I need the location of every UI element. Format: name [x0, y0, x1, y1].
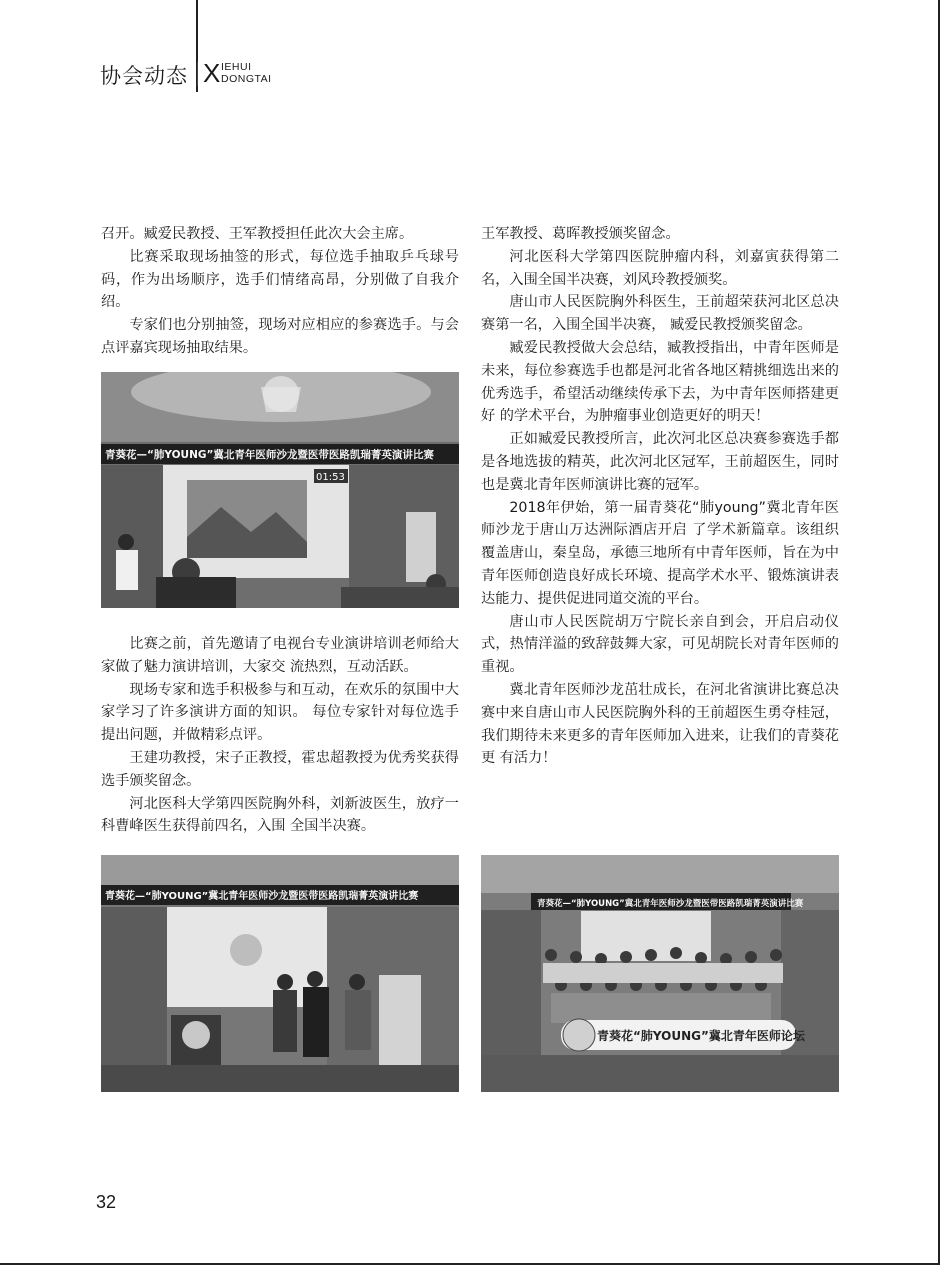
- paragraph: 唐山市人民医院胸外科医生，王前超荣获河北区总决赛第一名，入围全国半决赛， 臧爱民教授颁奖留念。: [481, 294, 839, 334]
- section-title: 协会动态: [100, 64, 188, 88]
- banner-text: 青葵花—“肺YOUNG”冀北青年医师沙龙暨医带医路凯瑞菁英演讲比赛: [537, 899, 804, 909]
- paragraph: 唐山市人民医院胡万宁院长亲自到会，开启启动仪式，热情洋溢的致辞鼓舞大家，可见胡院长对青年医师的重视。: [481, 613, 839, 676]
- photo-group: [481, 855, 839, 1092]
- paragraph: 召开。臧爱民教授、王军教授担任此次大会主席。: [101, 226, 414, 242]
- banner-text: 青葵花—“肺YOUNG”冀北青年医师沙龙暨医带医路凯瑞菁英演讲比赛: [105, 891, 419, 902]
- section-pinyin-line2: DONGTAI: [221, 73, 272, 85]
- section-pinyin-line1: IEHUI: [221, 61, 252, 73]
- paragraph: 比赛采取现场抽签的形式，每位选手抽取乒乓球号码，作为出场顺序，选手们情绪高昂，分别做了自我介绍。: [101, 248, 459, 311]
- paragraph: 现场专家和选手积极参与和互动，在欢乐的氛围中大家学习了许多演讲方面的知识。 每位专家针对每位选手提出问题，并做精彩点评。: [101, 681, 459, 744]
- paragraph: 冀北青年医师沙龙茁壮成长，在河北省演讲比赛总决赛中来自唐山市人民医院胸外科的王前超医生勇夺桂冠，我们期待未来更多的青年医师加入进来，让我们的青葵花更 有活力！: [481, 681, 839, 767]
- paragraph: 河北医科大学第四医院肿瘤内科，刘嘉寅获得第二名，入围全国半决赛，刘风玲教授颁奖。: [481, 248, 839, 288]
- left-column-bottom-text: [101, 633, 459, 838]
- paragraph: 河北医科大学第四医院胸外科，刘新波医生，放疗一科曹峰医生获得前四名，入围 全国半决赛。: [101, 795, 459, 835]
- banner-text: 青葵花—“肺YOUNG”冀北青年医师沙龙暨医带医路凯瑞菁英演讲比赛: [105, 449, 434, 461]
- forum-sign-text: 青葵花“肺YOUNG”冀北青年医师论坛: [597, 1029, 805, 1043]
- paragraph: 王建功教授，宋子正教授，霍忠超教授为优秀奖获得选手颁奖留念。: [101, 749, 459, 789]
- right-column-text: [481, 223, 839, 770]
- photo-award-ceremony: [101, 855, 459, 1092]
- section-separator: [197, 62, 198, 86]
- paragraph: 专家们也分别抽签，现场对应相应的参赛选手。与会点评嘉宾现场抽取结果。: [101, 317, 459, 356]
- paragraph: 2018年伊始，第一届青葵花“肺young”冀北青年医师沙龙于唐山万达洲际酒店开启 了学术新篇章。该组织覆盖唐山，秦皇岛，承德三地所有中青年医师，旨在为中青年医师创造良好成长环境、提高学术水平、锻炼演讲表达能力、提供促进同道交流的平台。: [481, 499, 839, 607]
- paragraph: 正如臧爱民教授所言，此次河北区总决赛参赛选手都是各地选拔的精英，此次河北区冠军，王前超医生，同时也是冀北青年医师演讲比赛的冠军。: [481, 431, 839, 493]
- paragraph: 比赛之前，首先邀请了电视台专业演讲培训老师给大家做了魅力演讲培训，大家交 流热烈，互动活跃。: [101, 636, 459, 675]
- page-number: 32: [96, 1192, 117, 1212]
- section-initial: X: [203, 58, 221, 88]
- photo-speaker-presentation: [101, 372, 459, 608]
- slide-timer: 01:53: [316, 472, 345, 483]
- paragraph: 臧爱民教授做大会总结，臧教授指出，中青年医师是未来，每位参赛选手也都是河北省各地区精挑细选出来的优秀选手，希望活动继续传承下去，为中青年医师搭建更好 的学术平台，为肿瘤事业创造更好的明天！: [481, 339, 839, 425]
- left-column-top-text: [101, 223, 459, 360]
- paragraph: 王军教授、葛晖教授颁奖留念。: [481, 226, 680, 242]
